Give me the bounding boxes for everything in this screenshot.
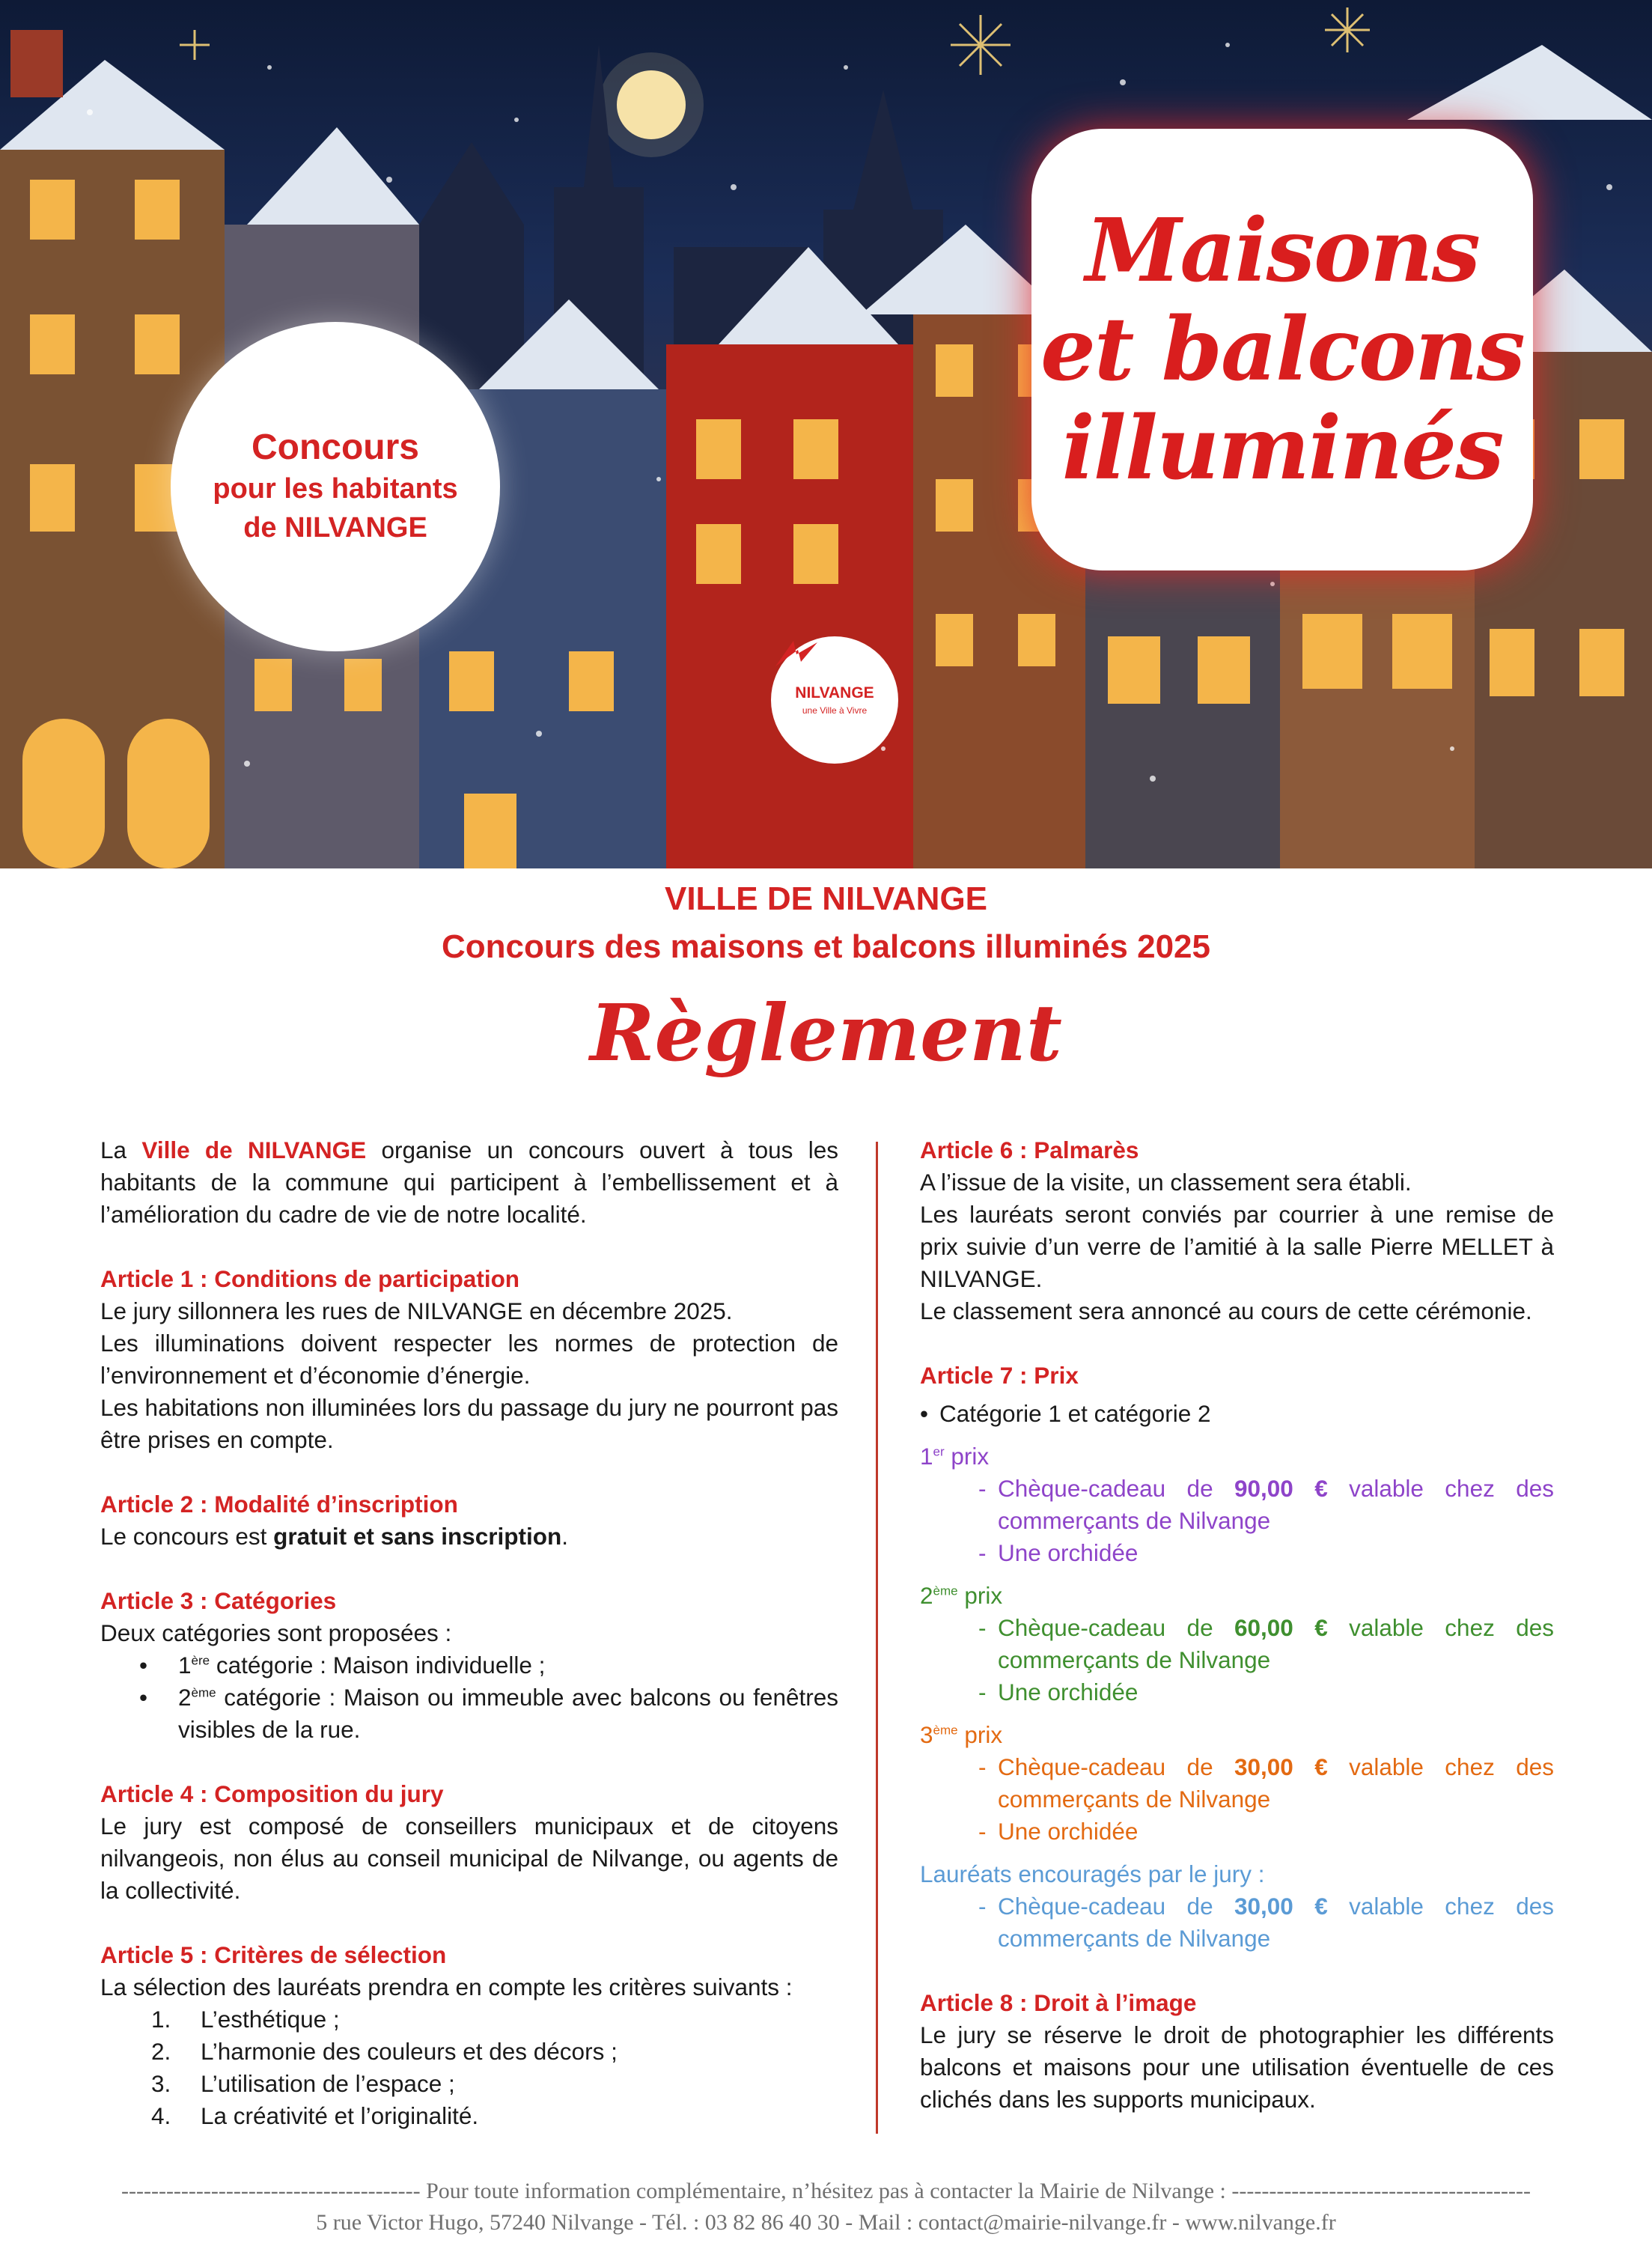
third-prize-gift: - Une orchidée	[920, 1816, 1554, 1848]
left-column	[100, 1134, 838, 2132]
article-1-text-2: Les illuminations doivent respecter les normes de protection de l’environnement et d’économie d’énergie.	[100, 1330, 838, 1389]
concours-subtitle-line1: pour les habitants	[213, 473, 458, 505]
list-item: 3. L’utilisation de l’espace ;	[151, 2070, 455, 2097]
concours-circle	[171, 322, 500, 651]
encouraged-prize	[920, 1858, 1554, 1955]
logo-slogan: une Ville à Vivre	[802, 705, 868, 716]
footer-address: 5 rue Victor Hugo, 57240 Nilvange - Tél. : 03 82 86 40 30 - Mail : contact@mairie-nilvange.fr - www.nilvange.fr	[316, 2210, 1336, 2235]
article-6-title: Article 6 : Palmarès	[920, 1136, 1139, 1163]
concours-subtitle-line2: de NILVANGE	[243, 512, 427, 544]
article-3-intro: Deux catégories sont proposées :	[100, 1619, 452, 1646]
intro-paragraph: La Ville de NILVANGE organise un concours ouvert à tous les habitants de la commune qui participent à l’embellissement et à l’amélioration du cadre de vie de notre localité.	[100, 1136, 838, 1228]
nilvange-logo	[771, 636, 898, 764]
third-prize	[920, 1719, 1554, 1848]
article-1-text-1: Le jury sillonnera les rues de NILVANGE en décembre 2025.	[100, 1297, 733, 1324]
encouraged-voucher: - Chèque-cadeau de 30,00 € valable chez des commerçants de Nilvange	[920, 1890, 1554, 1955]
article-2-title: Article 2 : Modalité d’inscription	[100, 1491, 458, 1518]
article-1-title: Article 1 : Conditions de participation	[100, 1265, 520, 1292]
article-2-text: Le concours est gratuit et sans inscription.	[100, 1523, 568, 1550]
article-6-text-2: Les lauréats seront conviés par courrier à une remise de prix suivie d’un verre de l’amitié à la salle Pierre MELLET à NILVANGE.	[920, 1201, 1554, 1292]
second-prize-gift: - Une orchidée	[920, 1676, 1554, 1708]
second-prize	[920, 1580, 1554, 1708]
article-8-text: Le jury se réserve le droit de photographier les différents balcons et maisons pour une utilisation éventuelle de ces clichés dans les supports municipaux.	[920, 2021, 1554, 2113]
concours-title: Concours	[251, 427, 419, 467]
list-item: • 1ère catégorie : Maison individuelle ;	[178, 1649, 838, 1682]
prize-category: • Catégorie 1 et catégorie 2	[920, 1398, 1554, 1430]
category-list	[100, 1649, 838, 1746]
logo-mark-icon	[771, 636, 831, 671]
encouraged-label: Lauréats encouragés par le jury :	[920, 1860, 1265, 1887]
list-item: 1. L’esthétique ;	[151, 2006, 340, 2033]
article-5-intro: La sélection des lauréats prendra en compte les critères suivants :	[100, 1973, 793, 2000]
article-6-text-1: A l’issue de la visite, un classement sera établi.	[920, 1169, 1412, 1196]
list-item: 4. La créativité et l’originalité.	[151, 2102, 479, 2129]
article-4-title: Article 4 : Composition du jury	[100, 1780, 444, 1807]
first-prize-voucher: - Chèque-cadeau de 90,00 € valable chez des commerçants de Nilvange	[920, 1473, 1554, 1537]
hero-banner	[0, 0, 1652, 868]
article-7-title: Article 7 : Prix	[920, 1362, 1079, 1389]
first-prize-label: 1er prix	[920, 1443, 990, 1470]
second-prize-label: 2ème prix	[920, 1582, 1003, 1609]
title-card	[1031, 129, 1533, 570]
article-3-title: Article 3 : Catégories	[100, 1587, 337, 1614]
second-prize-voucher: - Chèque-cadeau de 60,00 € valable chez des commerçants de Nilvange	[920, 1612, 1554, 1676]
footer-contact-note: ---------------------------------------- Pour toute information complémentaire, n’hésitez pas à contacter la Mairie de Nilvange : ----------------------------------------	[121, 2179, 1531, 2203]
ville-highlight: Ville de NILVANGE	[141, 1136, 367, 1163]
list-item: 2. L’harmonie des couleurs et des décors ;	[151, 2038, 618, 2065]
heading-concours: Concours des maisons et balcons illuminés 2025	[441, 928, 1211, 965]
third-prize-label: 3ème prix	[920, 1721, 1003, 1748]
logo-name: NILVANGE	[795, 684, 874, 702]
title-line2: et balcons	[1040, 299, 1524, 401]
first-prize	[920, 1440, 1554, 1569]
first-prize-gift: - Une orchidée	[920, 1537, 1554, 1569]
article-5-title: Article 5 : Critères de sélection	[100, 1941, 447, 1968]
article-8-title: Article 8 : Droit à l’image	[920, 1989, 1197, 2016]
column-divider	[876, 1142, 878, 2134]
article-4-text: Le jury est composé de conseillers municipaux et de citoyens nilvangeois, non élus au conseil municipal de Nilvange, ou agents de la collectivité.	[100, 1813, 838, 1904]
title-line1: Maisons	[1085, 200, 1479, 302]
article-6-text-3: Le classement sera annoncé au cours de cette cérémonie.	[920, 1297, 1532, 1324]
criteria-list	[100, 2003, 838, 2132]
heading-ville: VILLE DE NILVANGE	[664, 880, 988, 917]
third-prize-voucher: - Chèque-cadeau de 30,00 € valable chez des commerçants de Nilvange	[920, 1751, 1554, 1816]
heading-reglement: Règlement	[590, 987, 1062, 1079]
right-column	[920, 1134, 1554, 2116]
title-line3: illuminés	[1061, 398, 1503, 499]
article-1-text-3: Les habitations non illuminées lors du passage du jury ne pourront pas être prises en compte.	[100, 1394, 838, 1453]
list-item: • 2ème catégorie : Maison ou immeuble avec balcons ou fenêtres visibles de la rue.	[178, 1682, 838, 1746]
